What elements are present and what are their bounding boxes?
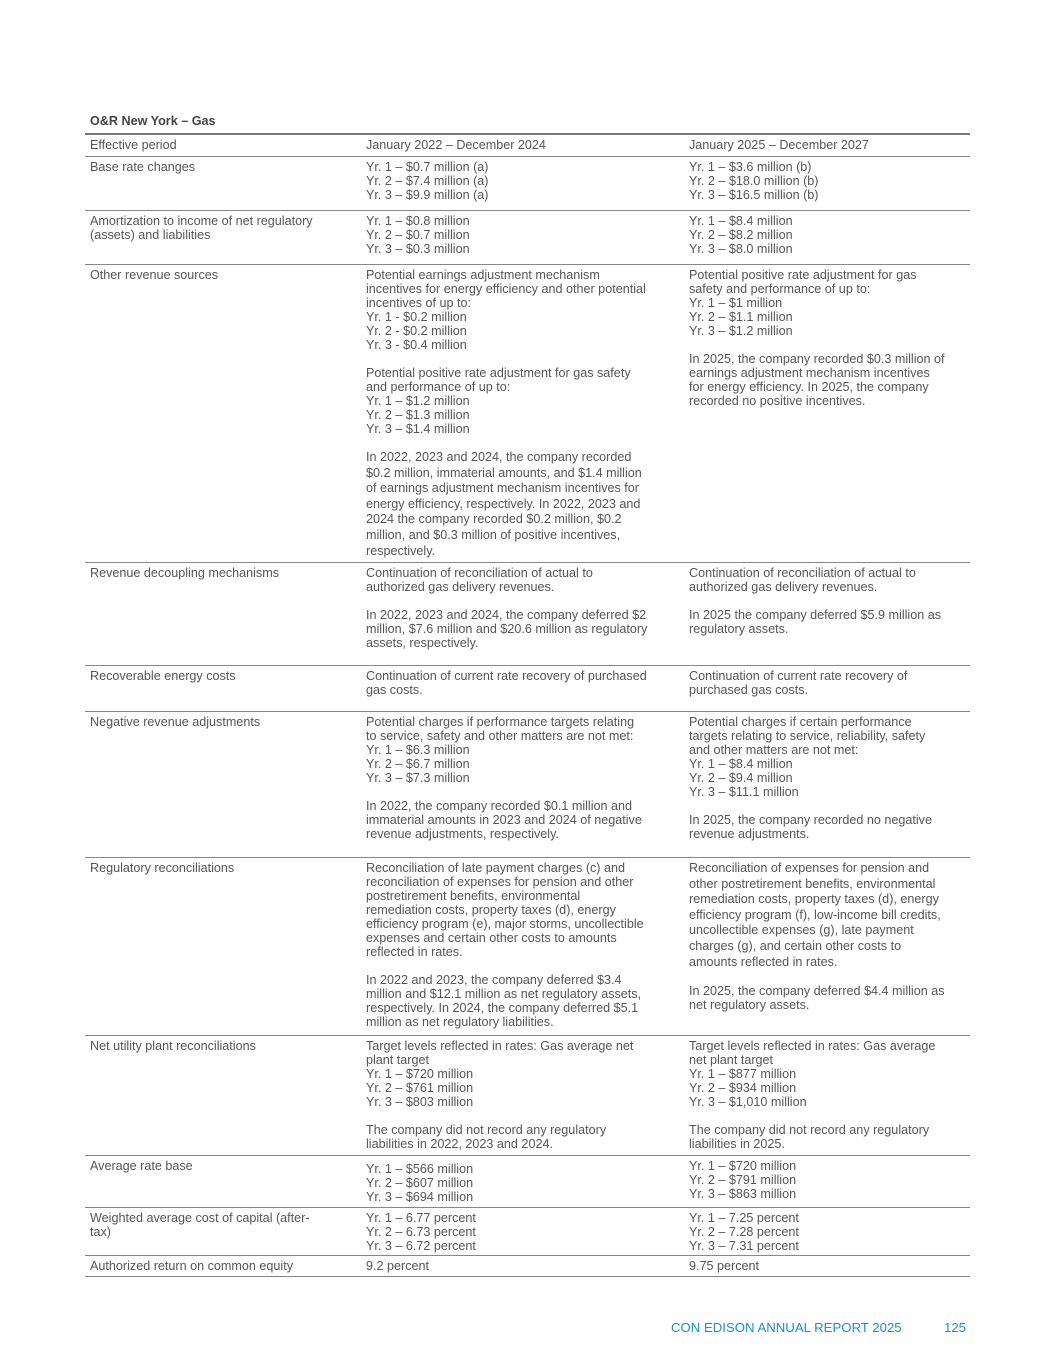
row-label-text: Negative revenue adjustments <box>90 715 261 729</box>
row-label <box>85 666 361 711</box>
table-row <box>85 563 970 666</box>
table-row <box>85 157 970 211</box>
cell-paragraph: Continuation of reconciliation of actual to authorized gas delivery revenues. <box>689 566 916 594</box>
row-label-text: Net utility plant reconciliations <box>90 1039 256 1053</box>
cell-paragraph: Potential positive rate adjustment for gas safety and performance of up to: Yr. 1 – $1.2 million Yr. 2 – $1.3 million Yr. 3 – $1.4 million <box>366 366 631 436</box>
rate-plan-table <box>85 133 970 1277</box>
cell-2025-2027 <box>684 265 970 562</box>
cell-paragraph: 9.2 percent <box>366 1259 430 1273</box>
table-row <box>85 858 970 1036</box>
cell-paragraph: Yr. 1 – 6.77 percent Yr. 2 – 6.73 percent Yr. 3 – 6.72 percent <box>366 1211 476 1253</box>
cell-paragraph: January 2022 – December 2024 <box>366 138 546 152</box>
row-label-text: Regulatory reconciliations <box>90 861 235 875</box>
row-label <box>85 157 361 210</box>
table-row <box>85 1156 970 1208</box>
row-label <box>85 563 361 665</box>
cell-paragraph: Reconciliation of expenses for pension and other postretirement benefits, environmental remediation costs, property taxes (d), energy efficiency program (f), low-income bill credits, uncollectible expenses (g), late payment charges (g), and certain other costs to amounts reflected in rates. <box>689 861 941 969</box>
row-label-text: Other revenue sources <box>90 268 219 282</box>
cell-paragraph: January 2025 – December 2027 <box>689 138 869 152</box>
cell-paragraph: Yr. 1 – 7.25 percent Yr. 2 – 7.28 percent Yr. 3 – 7.31 percent <box>689 1211 799 1253</box>
row-label <box>85 712 361 857</box>
cell-paragraph: Potential charges if performance targets relating to service, safety and other matters are not met: Yr. 1 – $6.3 million Yr. 2 – $6.7 million Yr. 3 – $7.3 million <box>366 715 635 785</box>
cell-paragraph: In 2022, the company recorded $0.1 million and immaterial amounts in 2023 and 2024 of negative revenue adjustments, respectively. <box>366 799 642 841</box>
table-row <box>85 135 970 157</box>
cell-paragraph: Reconciliation of late payment charges (c) and reconciliation of expenses for pension and other postretirement benefits, environmental remediation costs, property taxes (d), energy efficiency program (e), major storms, uncollectible expenses and certain other costs to amounts reflected in rates. <box>366 861 644 959</box>
cell-2022-2024 <box>361 211 684 264</box>
cell-2022-2024 <box>361 1036 684 1155</box>
cell-paragraph: In 2025 the company deferred $5.9 million as regulatory assets. <box>689 608 942 636</box>
row-label <box>85 135 361 156</box>
cell-2025-2027 <box>684 858 970 1035</box>
row-label-text: Amortization to income of net regulatory (assets) and liabilities <box>90 214 313 242</box>
row-label-text: Weighted average cost of capital (after- tax) <box>90 1211 310 1239</box>
table-title: O&R New York – Gas <box>90 114 216 128</box>
row-label <box>85 1036 361 1155</box>
footer-report-name: CON EDISON ANNUAL REPORT 2025 <box>671 1320 902 1335</box>
cell-paragraph: Target levels reflected in rates: Gas average net plant target Yr. 1 – $877 million Yr. 2 – $934 million Yr. 3 – $1,010 million <box>689 1039 936 1109</box>
page-number: 125 <box>944 1320 967 1335</box>
row-label-text: Revenue decoupling mechanisms <box>90 566 280 580</box>
table-row <box>85 1256 970 1277</box>
cell-2025-2027 <box>684 211 970 264</box>
cell-paragraph: Yr. 1 – $3.6 million (b) Yr. 2 – $18.0 million (b) Yr. 3 – $16.5 million (b) <box>689 160 819 202</box>
cell-2022-2024 <box>361 135 684 156</box>
cell-2022-2024 <box>361 1208 684 1255</box>
row-label-text: Average rate base <box>90 1159 193 1173</box>
cell-2025-2027 <box>684 1036 970 1155</box>
cell-2022-2024 <box>361 265 684 562</box>
cell-paragraph: Continuation of current rate recovery of purchased gas costs. <box>689 669 908 697</box>
cell-paragraph: In 2022 and 2023, the company deferred $3.4 million and $12.1 million as net regulatory assets, respectively. In 2024, the company deferred $5.1 million as net regulatory liabilities. <box>366 973 642 1029</box>
cell-paragraph: Potential charges if certain performance targets relating to service, reliability, safety and other matters are not met: Yr. 1 – $8.4 million Yr. 2 – $9.4 million Yr. 3 – $11.1 million <box>689 715 926 799</box>
row-label <box>85 1156 361 1207</box>
cell-2022-2024 <box>361 858 684 1035</box>
cell-paragraph: Potential earnings adjustment mechanism incentives for energy efficiency and other potential incentives of up to: Yr. 1 - $0.2 million Yr. 2 - $0.2 million Yr. 3 - $0.4 million <box>366 268 646 352</box>
cell-2025-2027 <box>684 135 970 156</box>
cell-paragraph: Yr. 1 – $0.7 million (a) Yr. 2 – $7.4 million (a) Yr. 3 – $9.9 million (a) <box>366 160 489 202</box>
table-row <box>85 712 970 858</box>
cell-paragraph: In 2022, 2023 and 2024, the company deferred $2 million, $7.6 million and $20.6 million as regulatory assets, respectively. <box>366 608 648 650</box>
cell-2022-2024 <box>361 563 684 665</box>
cell-paragraph: 9.75 percent <box>689 1259 760 1273</box>
cell-paragraph: Yr. 1 – $720 million Yr. 2 – $791 million Yr. 3 – $863 million <box>689 1159 797 1201</box>
cell-paragraph: Yr. 1 – $8.4 million Yr. 2 – $8.2 million Yr. 3 – $8.0 million <box>689 214 793 256</box>
cell-paragraph: The company did not record any regulatory liabilities in 2025. <box>689 1123 930 1151</box>
cell-paragraph: Yr. 1 – $566 million Yr. 2 – $607 million Yr. 3 – $694 million <box>366 1162 474 1204</box>
row-label-text: Effective period <box>90 138 177 152</box>
cell-2022-2024 <box>361 1156 684 1207</box>
cell-2022-2024 <box>361 1256 684 1276</box>
cell-paragraph: In 2025, the company deferred $4.4 million as net regulatory assets. <box>689 984 945 1013</box>
cell-paragraph: Potential positive rate adjustment for gas safety and performance of up to: Yr. 1 – $1 million Yr. 2 – $1.1 million Yr. 3 – $1.2 million <box>689 268 917 338</box>
table-row <box>85 211 970 265</box>
cell-paragraph: In 2022, 2023 and 2024, the company recorded $0.2 million, immaterial amounts, and $1.4 million of earnings adjustment mechanism incentives for energy efficiency, respectively. In 2022, 2023 and 2024 the company recorded $0.2 million, $0.2 million, and $0.3 million of positive incentives, respectively. <box>366 450 642 558</box>
cell-2025-2027 <box>684 666 970 711</box>
row-label <box>85 1208 361 1255</box>
table-row <box>85 1208 970 1256</box>
table-row <box>85 1036 970 1156</box>
cell-2025-2027 <box>684 1156 970 1207</box>
cell-2022-2024 <box>361 666 684 711</box>
cell-2025-2027 <box>684 712 970 857</box>
cell-2025-2027 <box>684 563 970 665</box>
cell-paragraph: Continuation of reconciliation of actual to authorized gas delivery revenues. <box>366 566 593 594</box>
row-label <box>85 858 361 1035</box>
row-label <box>85 211 361 264</box>
cell-2022-2024 <box>361 712 684 857</box>
table-row <box>85 666 970 712</box>
row-label-text: Recoverable energy costs <box>90 669 236 683</box>
cell-2025-2027 <box>684 1256 970 1276</box>
cell-paragraph: In 2025, the company recorded $0.3 million of earnings adjustment mechanism incentives for energy efficiency. In 2025, the company recorded no positive incentives. <box>689 352 945 408</box>
cell-2025-2027 <box>684 1208 970 1255</box>
table-row <box>85 265 970 563</box>
cell-2022-2024 <box>361 157 684 210</box>
cell-paragraph: Continuation of current rate recovery of purchased gas costs. <box>366 669 647 697</box>
row-label <box>85 1256 361 1276</box>
cell-paragraph: Target levels reflected in rates: Gas average net plant target Yr. 1 – $720 million Yr. 2 – $761 million Yr. 3 – $803 million <box>366 1039 634 1109</box>
row-label <box>85 265 361 562</box>
cell-paragraph: The company did not record any regulatory liabilities in 2022, 2023 and 2024. <box>366 1123 607 1151</box>
cell-paragraph: Yr. 1 – $0.8 million Yr. 2 – $0.7 million Yr. 3 – $0.3 million <box>366 214 470 256</box>
row-label-text: Base rate changes <box>90 160 196 174</box>
row-label-text: Authorized return on common equity <box>90 1259 294 1273</box>
cell-paragraph: In 2025, the company recorded no negative revenue adjustments. <box>689 813 932 841</box>
cell-2025-2027 <box>684 157 970 210</box>
